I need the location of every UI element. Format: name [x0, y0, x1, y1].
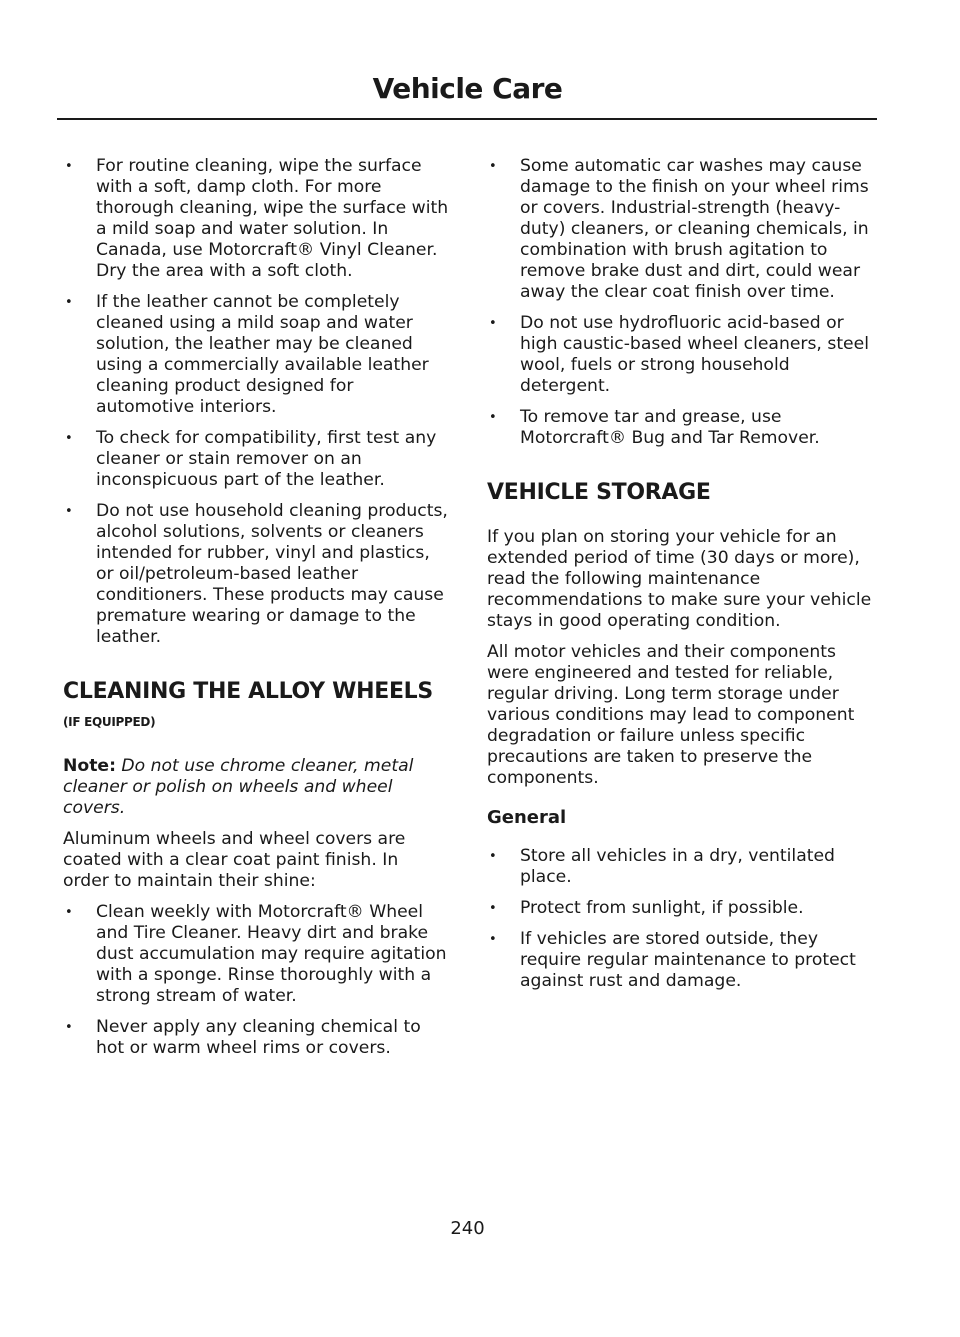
- list-item: • Do not use household cleaning products, alcohol solutions, solvents or cleaners intended for rubber, vinyl and plastics, or oil/petroleum-based leather conditioners. These products may cause premature wearing or damage to the leather.: [63, 501, 449, 648]
- section-heading-vehicle-storage: VEHICLE STORAGE: [487, 480, 711, 505]
- list-item: • Do not use hydrofluoric acid-based or high caustic-based wheel cleaners, steel wool, fuels or strong household detergent.: [487, 313, 875, 397]
- list-item: • If vehicles are stored outside, they require regular maintenance to protect against rust and damage.: [487, 929, 875, 992]
- heading-main-text: CLEANING THE ALLOY WHEELS: [63, 679, 433, 704]
- list-item: • Store all vehicles in a dry, ventilated place.: [487, 846, 875, 888]
- section-heading-alloy-wheels: [63, 678, 449, 736]
- leather-cleaning-list: [63, 156, 449, 648]
- list-item: • To remove tar and grease, use Motorcraft® Bug and Tar Remover.: [487, 407, 875, 449]
- note-label: Note:: [63, 756, 116, 776]
- paragraph: Aluminum wheels and wheel covers are coated with a clear coat paint finish. In order to maintain their shine:: [63, 829, 406, 891]
- list-item: • Clean weekly with Motorcraft® Wheel and Tire Cleaner. Heavy dirt and brake dust accumulation may require agitation with a sponge. Rinse thoroughly with a strong stream of water.: [63, 902, 449, 1007]
- subheading-general: General: [487, 807, 567, 828]
- wheel-warnings-list: [487, 156, 875, 449]
- list-item: • Some automatic car washes may cause damage to the finish on your wheel rims or covers. Industrial-strength (heavy-duty) cleaners, or cleaning chemicals, in combination with brush agitation to remove brake dust and dirt, could wear away the clear coat finish over time.: [487, 156, 875, 303]
- paragraph: If you plan on storing your vehicle for an extended period of time (30 days or more), read the following maintenance recommendations to make sure your vehicle stays in good operating condition.: [487, 527, 872, 631]
- wheel-care-list: [63, 902, 449, 1059]
- page-number: 240: [450, 1218, 485, 1239]
- list-item: • Protect from sunlight, if possible.: [487, 898, 875, 919]
- list-item: • If the leather cannot be completely cleaned using a mild soap and water solution, the leather may be cleaned using a commercially available leather cleaning product designed for automotive interiors.: [63, 292, 449, 418]
- header-divider: [57, 118, 877, 120]
- list-item: • To check for compatibility, first test any cleaner or stain remover on an inconspicuous part of the leather.: [63, 428, 449, 491]
- note: [63, 756, 449, 819]
- right-column: [487, 156, 875, 1002]
- paragraph: All motor vehicles and their components were engineered and tested for reliable, regular driving. Long term storage under various conditions may lead to component degradation or failure unless specific precautions are taken to preserve the components.: [487, 642, 855, 788]
- page-title: Vehicle Care: [372, 72, 563, 105]
- heading-qualifier: (IF EQUIPPED): [63, 715, 156, 729]
- left-column: [63, 156, 449, 1069]
- note-text: Do not use chrome cleaner, metal cleaner or polish on wheels and wheel covers.: [63, 756, 414, 818]
- list-item: • For routine cleaning, wipe the surface with a soft, damp cloth. For more thorough cleaning, wipe the surface with a mild soap and water solution. In Canada, use Motorcraft® Vinyl Cleaner. Dry the area with a soft cloth.: [63, 156, 449, 282]
- list-item: • Never apply any cleaning chemical to hot or warm wheel rims or covers.: [63, 1017, 449, 1059]
- storage-general-list: [487, 846, 875, 992]
